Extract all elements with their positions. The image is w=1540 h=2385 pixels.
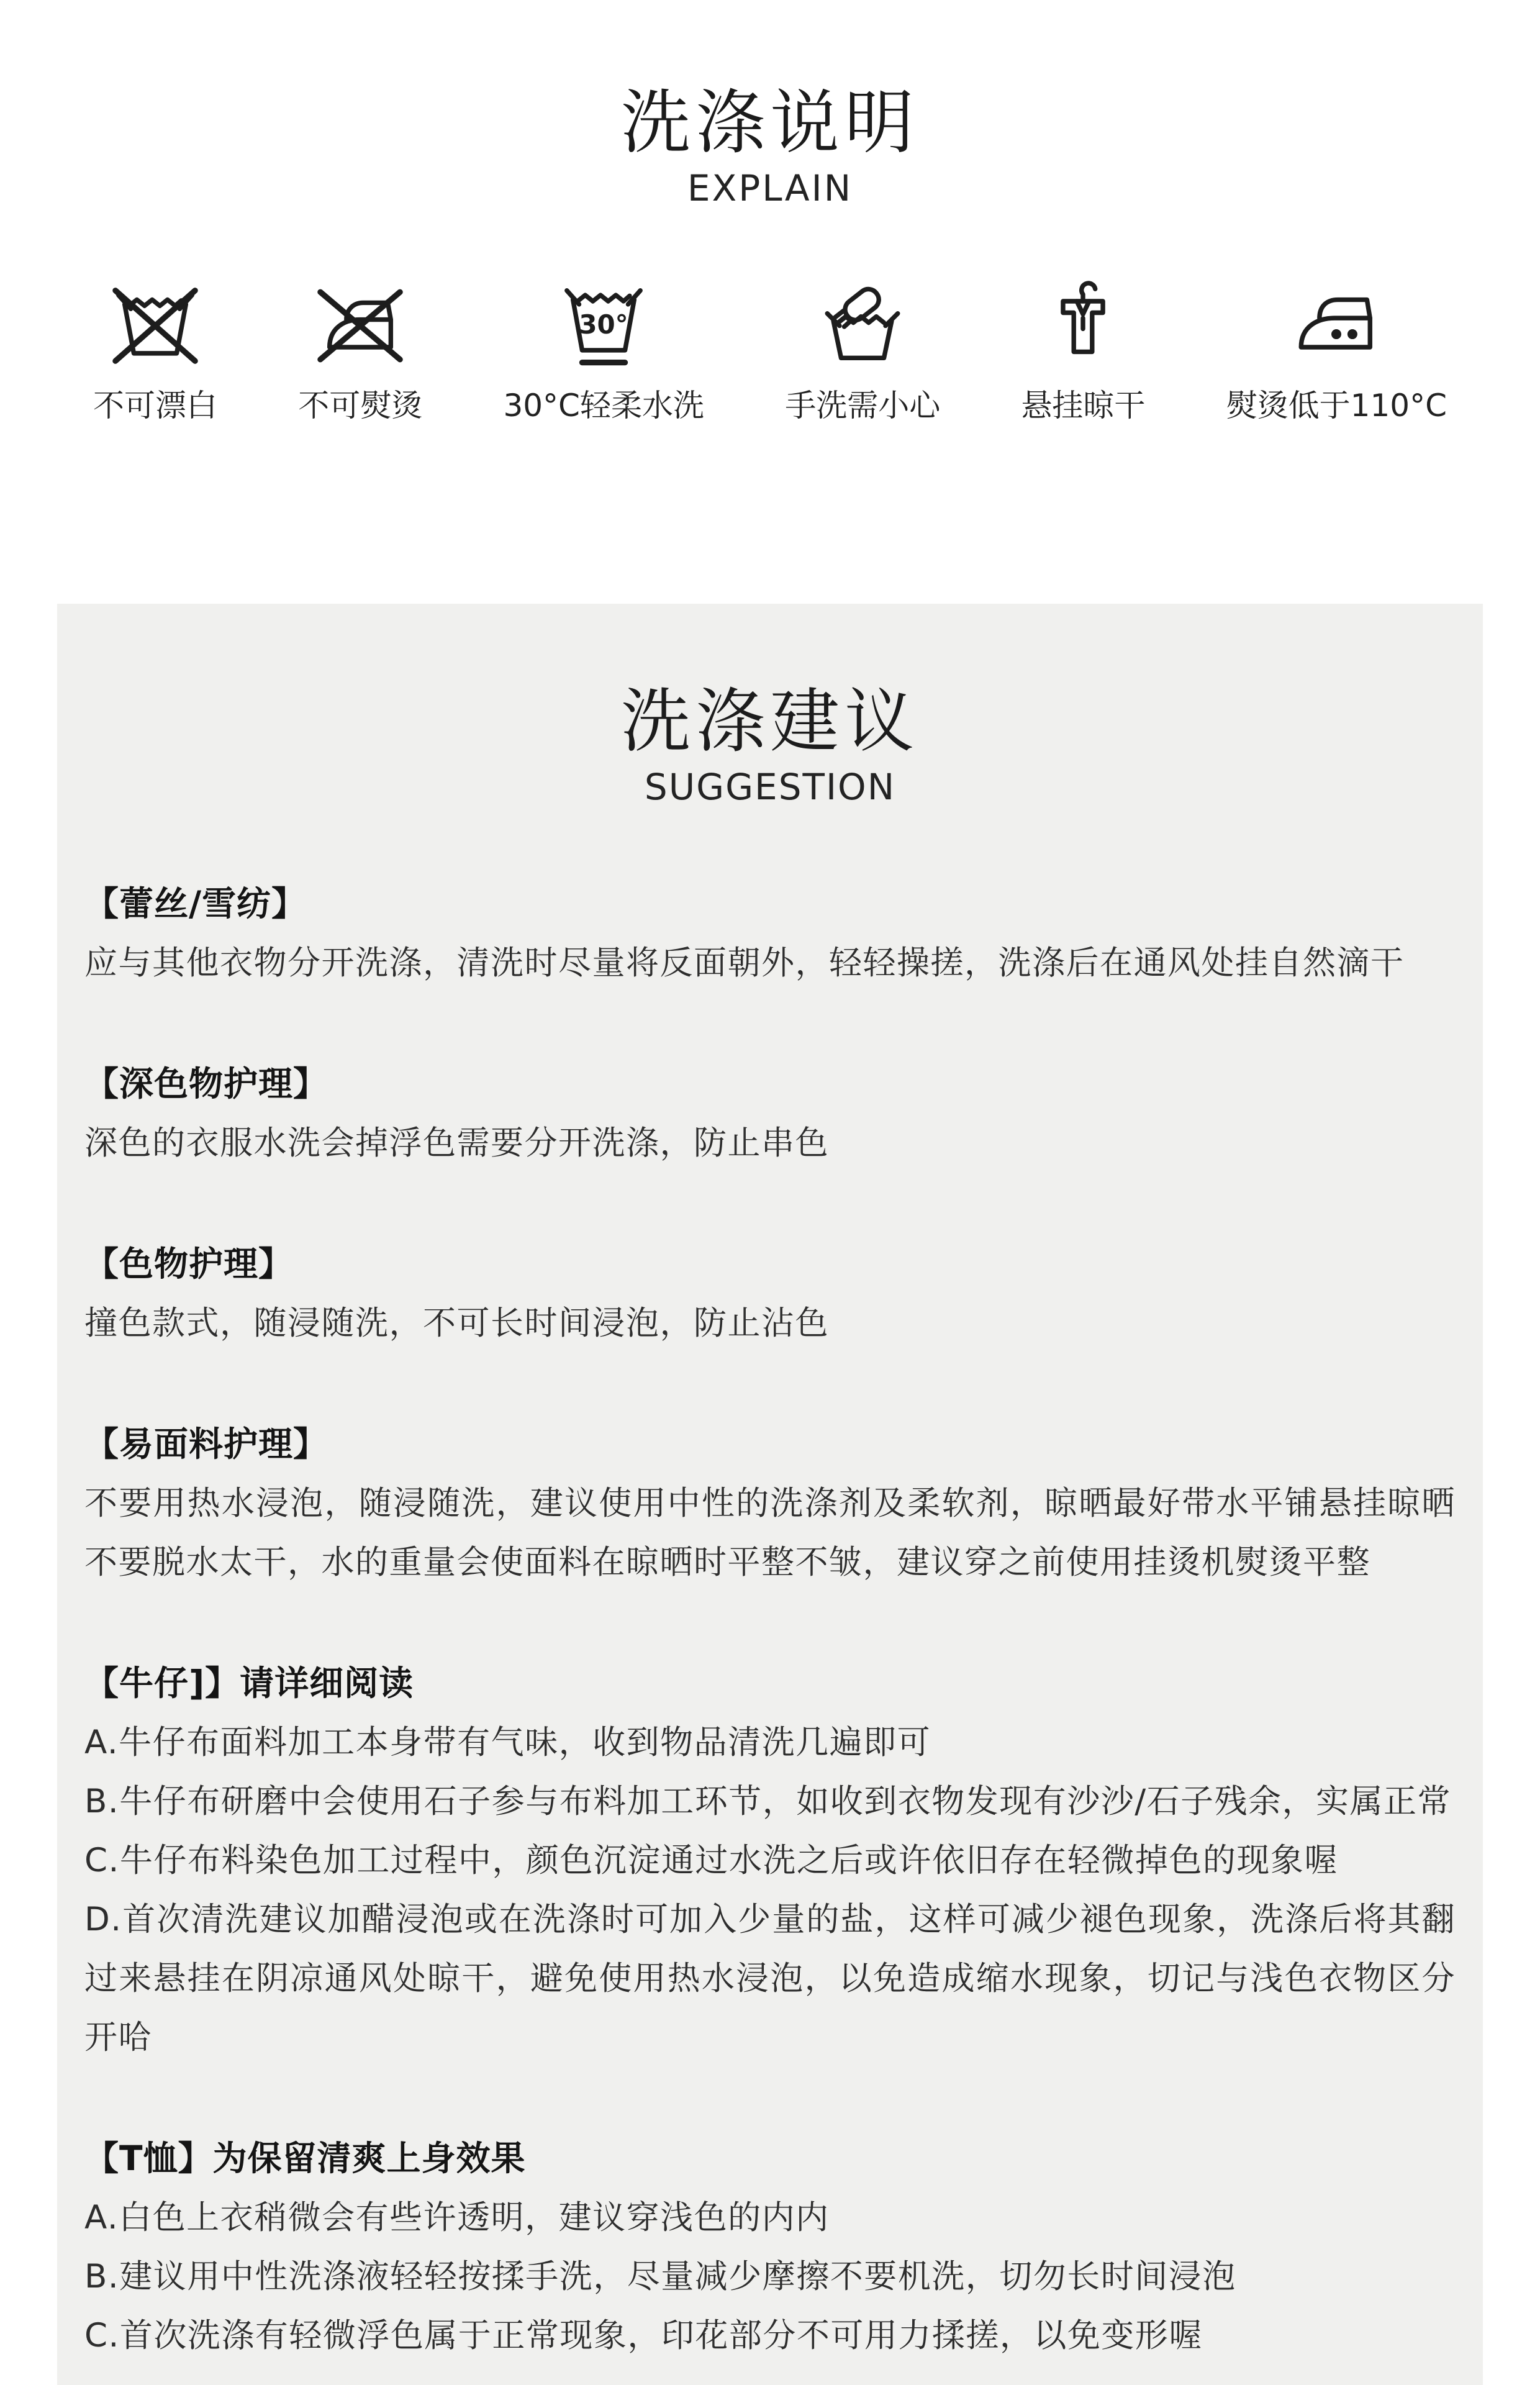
section-text: C.牛仔布料染色加工过程中，颜色沉淀通过水洗之后或许依旧存在轻微掉色的现象喔 [84,1842,1338,1879]
section-text: 不要用热水浸泡，随浸随洗，建议使用中性的洗涤剂及柔软剂，晾晒最好带水平铺悬挂晾晒不要脱水太干，水的重量会使面料在晾晒时平整不皱，建议穿之前使用挂烫机熨烫平整 [84,1484,1456,1581]
suggestion-panel [57,604,1483,2385]
suggestion-subtitle: SUGGESTION [644,766,896,808]
section-text: B.建议用中性洗涤液轻轻按揉手洗，尽量减少摩擦不要机洗，切勿长时间浸泡 [84,2258,1236,2296]
section-text: D.首次清洗建议加醋浸泡或在洗涤时可加入少量的盐，这样可减少褪色现象，洗涤后将其翻过来悬挂在阴凉通风处晾干，避免使用热水浸泡，以免造成缩水现象，切记与浅色衣物区分开哈 [84,1901,1456,2056]
care-label: 不可熨烫 [298,388,423,424]
care-item-no-iron [298,277,422,424]
section-tshirt [84,2129,1456,2365]
section-text: 撞色款式，随浸随洗，不可长时间浸泡，防止沾色 [84,1304,829,1342]
svg-text:30°: 30° [579,309,628,340]
section-dark-care [84,1055,1456,1173]
no-iron-icon [314,277,406,371]
section-lace-chiffon [84,874,1456,993]
page-title: 洗涤说明 [621,83,919,163]
care-item-no-bleach [93,277,217,424]
section-text: C.首次洗涤有轻微浮色属于正常现象，印花部分不可用力揉搓，以免变形喔 [84,2317,1203,2355]
hang-dry-icon [1037,277,1129,371]
page-subtitle: EXPLAIN [687,167,853,209]
care-item-iron-low-temp [1226,277,1447,424]
section-heading: 【深色物护理】 [84,1064,328,1104]
hand-wash-icon [817,277,908,371]
section-delicate-fabric-care [84,1415,1456,1592]
wash-30-icon [558,277,650,371]
care-label: 熨烫低于110°C [1226,388,1447,424]
no-bleach-icon [109,277,201,371]
section-text: 深色的衣服水洗会掉浮色需要分开洗涤，防止串色 [84,1124,829,1162]
section-text: A.牛仔布面料加工本身带有气味，收到物品清洗几遍即可 [84,1724,931,1761]
care-item-wash-30 [503,277,704,424]
care-item-hang-dry [1021,277,1145,424]
section-text: B.牛仔布研磨中会使用石子参与布料加工环节，如收到衣物发现有沙沙/石子残余，实属正常 [84,1783,1452,1820]
care-label: 手洗需小心 [785,388,941,424]
page-header [0,0,1540,210]
section-color-care [84,1235,1456,1353]
section-text: A.白色上衣稍微会有些许透明，建议穿浅色的内内 [84,2199,830,2237]
section-heading: 【T恤】为保留清爽上身效果 [84,2138,526,2178]
section-denim [84,1654,1456,2067]
iron-low-temp-icon [1290,277,1382,371]
care-icons-row [0,277,1540,424]
suggestion-header [84,678,1456,809]
care-label: 不可漂白 [93,388,217,424]
section-heading: 【色物护理】 [84,1244,294,1284]
section-heading: 【牛仔]】请详细阅读 [84,1663,414,1703]
care-label: 30°C轻柔水洗 [503,388,704,424]
care-item-hand-wash [785,277,940,424]
section-text: 应与其他衣物分开洗涤，清洗时尽量将反面朝外，轻轻操搓，洗涤后在通风处挂自然滴干 [84,944,1405,982]
care-label: 悬挂晾干 [1021,388,1146,424]
section-heading: 【蕾丝/雪纺】 [84,884,307,924]
section-heading: 【易面料护理】 [84,1424,328,1464]
suggestion-title: 洗涤建议 [621,681,919,762]
